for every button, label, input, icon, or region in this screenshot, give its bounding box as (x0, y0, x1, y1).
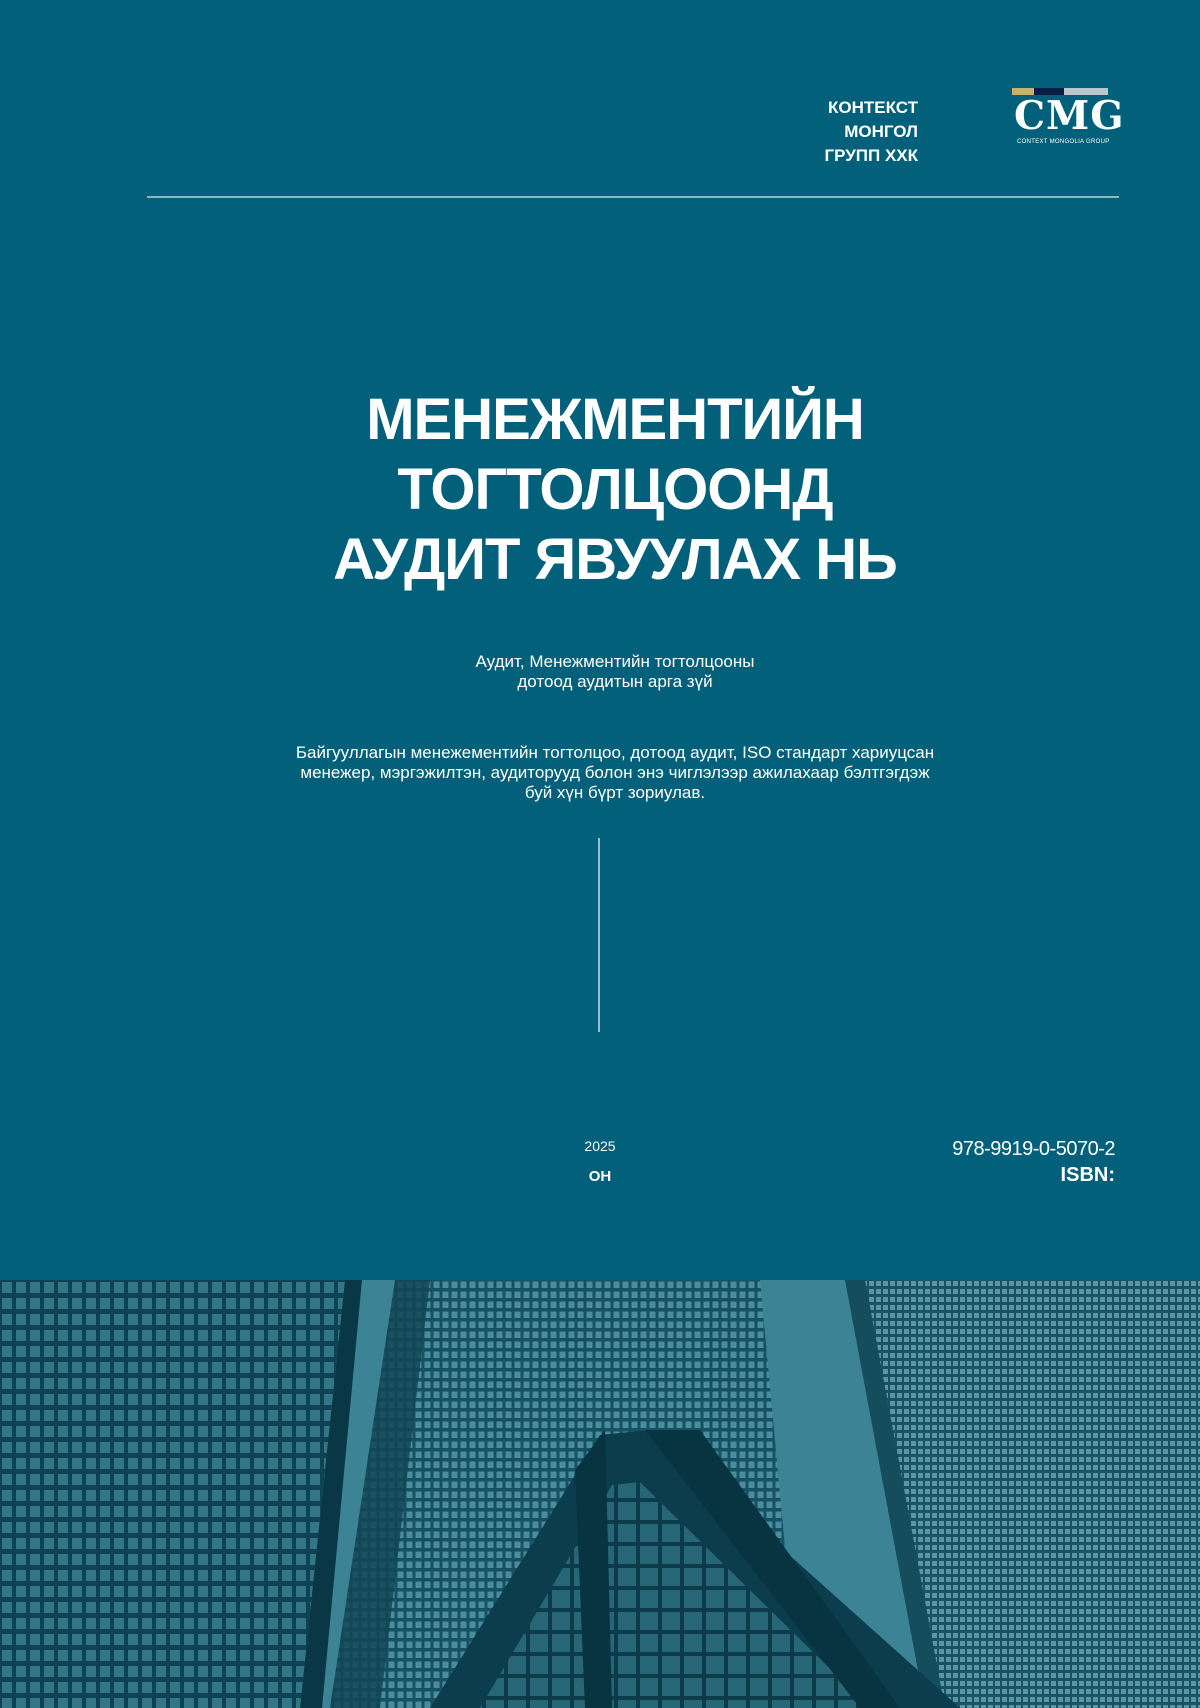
publication-year-label: ОН (588, 1168, 612, 1185)
cmg-logo-mark (1012, 88, 1125, 152)
audience-line3: буй хүн бүрт зориулав. (524, 783, 706, 802)
subtitle-line2: дотоод аудитын арга зүй (517, 672, 713, 691)
isbn-label: ISBN: (1060, 1164, 1115, 1186)
vertical-divider (598, 838, 600, 1032)
top-divider (147, 196, 1119, 198)
isbn-number: 978-9919-0-5070-2 (952, 1138, 1115, 1160)
logo-tagline: CONTEXT MONGOLIA GROUP (1017, 139, 1110, 145)
cityscape-photo (0, 1280, 1200, 1708)
publication-year: 2025 (584, 1138, 616, 1154)
audience-line1: Байгууллагын менежементийн тогтолцоо, дотоод аудит, ISO стандарт хариуцсан (295, 743, 935, 762)
publisher-name (800, 96, 918, 168)
audience-statement (215, 743, 1015, 803)
book-title (200, 385, 1030, 595)
title-line3: АУДИТ ЯВУУЛАХ НЬ (333, 527, 897, 592)
subtitle-line1: Аудит, Менежментийн тогтолцооны (475, 652, 755, 671)
title-line2: ТОГТОЛЦООНД (397, 457, 833, 522)
book-subtitle (300, 652, 930, 692)
title-line1: МЕНЕЖМЕНТИЙН (366, 387, 864, 452)
logo-letters: CMG (1014, 93, 1125, 139)
audience-line2: менежер, мэргэжилтэн, аудиторууд болон энэ чиглэлээр ажилахаар бэлтгэгдэж (300, 763, 930, 782)
publisher-name-line1: КОНТЕКСТ МОНГОЛ (828, 98, 918, 141)
photo-tint (0, 1280, 1200, 1708)
publisher-name-line2: ГРУПП ХХК (824, 146, 918, 165)
publisher-logo (800, 88, 1125, 165)
